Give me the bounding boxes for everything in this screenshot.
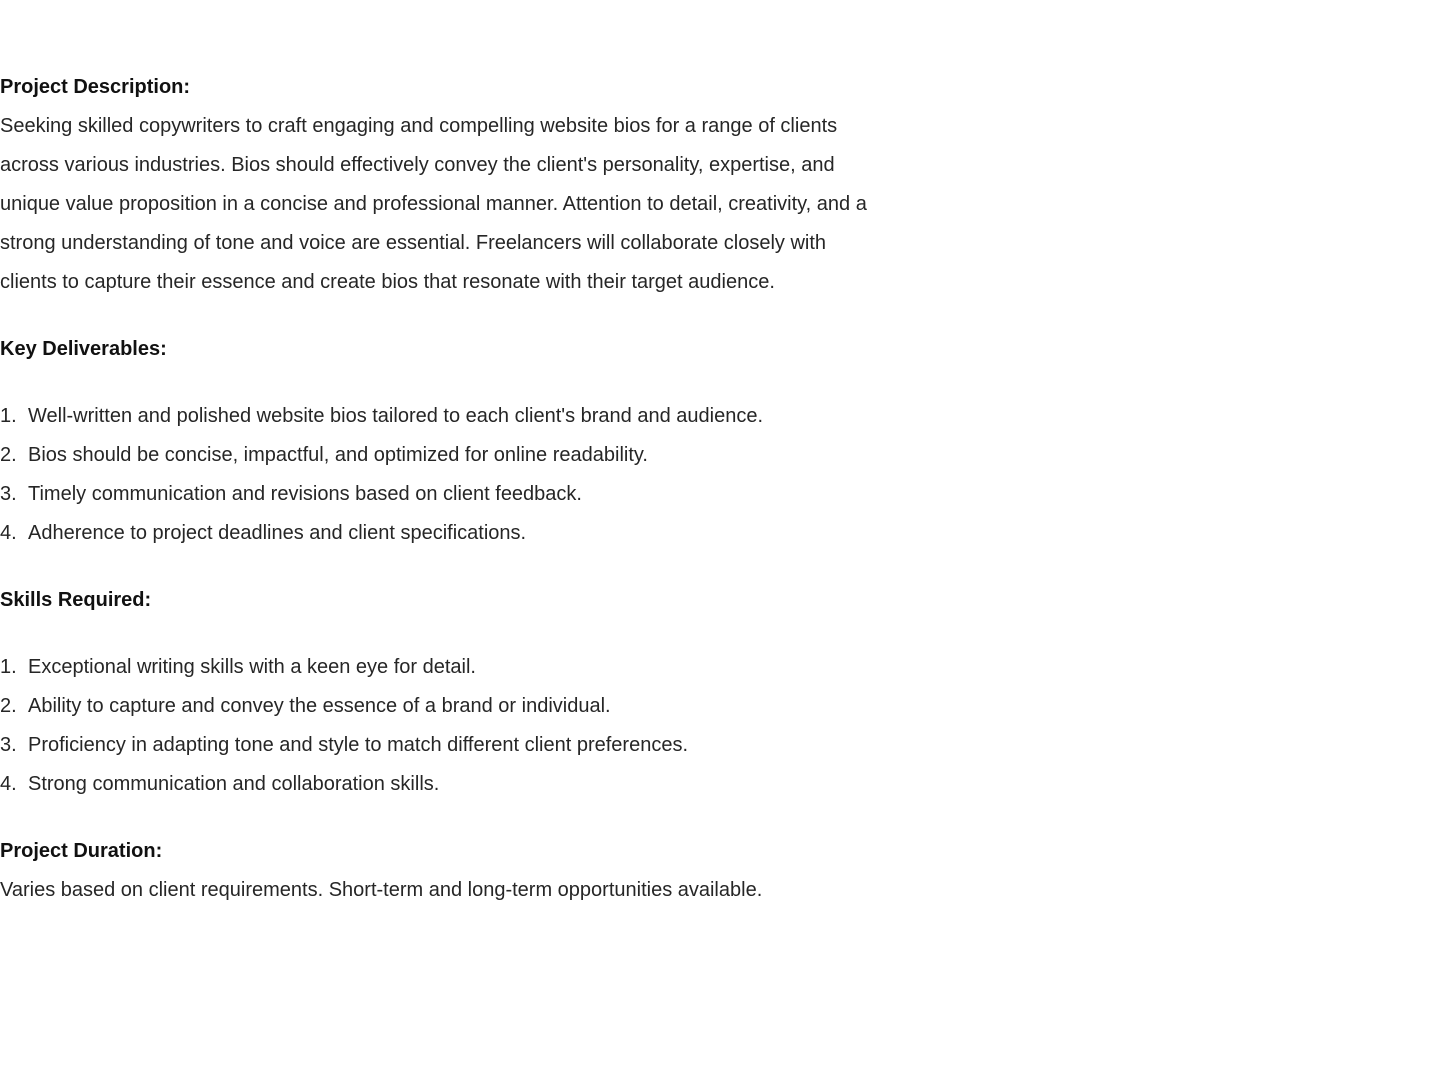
skills-required-list bbox=[0, 648, 980, 804]
description-line: Seeking skilled copywriters to craft engaging and compelling website bios for a range of clients bbox=[0, 115, 838, 137]
list-item bbox=[0, 648, 980, 687]
list-item-number: 3. bbox=[0, 734, 17, 756]
list-item bbox=[0, 436, 980, 475]
description-line: strong understanding of tone and voice are essential. Freelancers will collaborate closely with bbox=[0, 232, 827, 254]
skills-required-heading: Skills Required: bbox=[0, 589, 152, 611]
list-item-text: Ability to capture and convey the essence of a brand or individual. bbox=[28, 695, 611, 717]
project-duration-text: Varies based on client requirements. Short-term and long-term opportunities available. bbox=[0, 879, 763, 901]
list-item-number: 4. bbox=[0, 522, 17, 544]
list-item-text: Well-written and polished website bios tailored to each client's brand and audience. bbox=[28, 405, 763, 427]
project-duration-heading: Project Duration: bbox=[0, 840, 163, 862]
key-deliverables-list bbox=[0, 397, 980, 553]
project-description-heading: Project Description: bbox=[0, 76, 191, 98]
list-item-number: 1. bbox=[0, 656, 17, 678]
list-item-number: 2. bbox=[0, 444, 17, 466]
list-item-number: 2. bbox=[0, 695, 17, 717]
list-item-text: Exceptional writing skills with a keen eye for detail. bbox=[28, 656, 476, 678]
list-item-text: Timely communication and revisions based on client feedback. bbox=[28, 483, 582, 505]
job-posting-document bbox=[0, 68, 980, 910]
list-item bbox=[0, 475, 980, 514]
list-item-text: Strong communication and collaboration skills. bbox=[28, 773, 440, 795]
list-item-number: 1. bbox=[0, 405, 17, 427]
description-line: across various industries. Bios should effectively convey the client's personality, expertise, and bbox=[0, 154, 835, 176]
description-line: clients to capture their essence and create bios that resonate with their target audience. bbox=[0, 271, 775, 293]
list-item-text: Adherence to project deadlines and client specifications. bbox=[28, 522, 527, 544]
description-line: unique value proposition in a concise and professional manner. Attention to detail, creativity, and a bbox=[0, 193, 867, 215]
project-description-text bbox=[0, 107, 980, 302]
list-item-text: Bios should be concise, impactful, and optimized for online readability. bbox=[28, 444, 648, 466]
list-item bbox=[0, 397, 980, 436]
list-item bbox=[0, 514, 980, 553]
key-deliverables-heading: Key Deliverables: bbox=[0, 338, 167, 360]
list-item bbox=[0, 687, 980, 726]
list-item bbox=[0, 765, 980, 804]
list-item-number: 4. bbox=[0, 773, 17, 795]
list-item-text: Proficiency in adapting tone and style to match different client preferences. bbox=[28, 734, 689, 756]
list-item bbox=[0, 726, 980, 765]
list-item-number: 3. bbox=[0, 483, 17, 505]
